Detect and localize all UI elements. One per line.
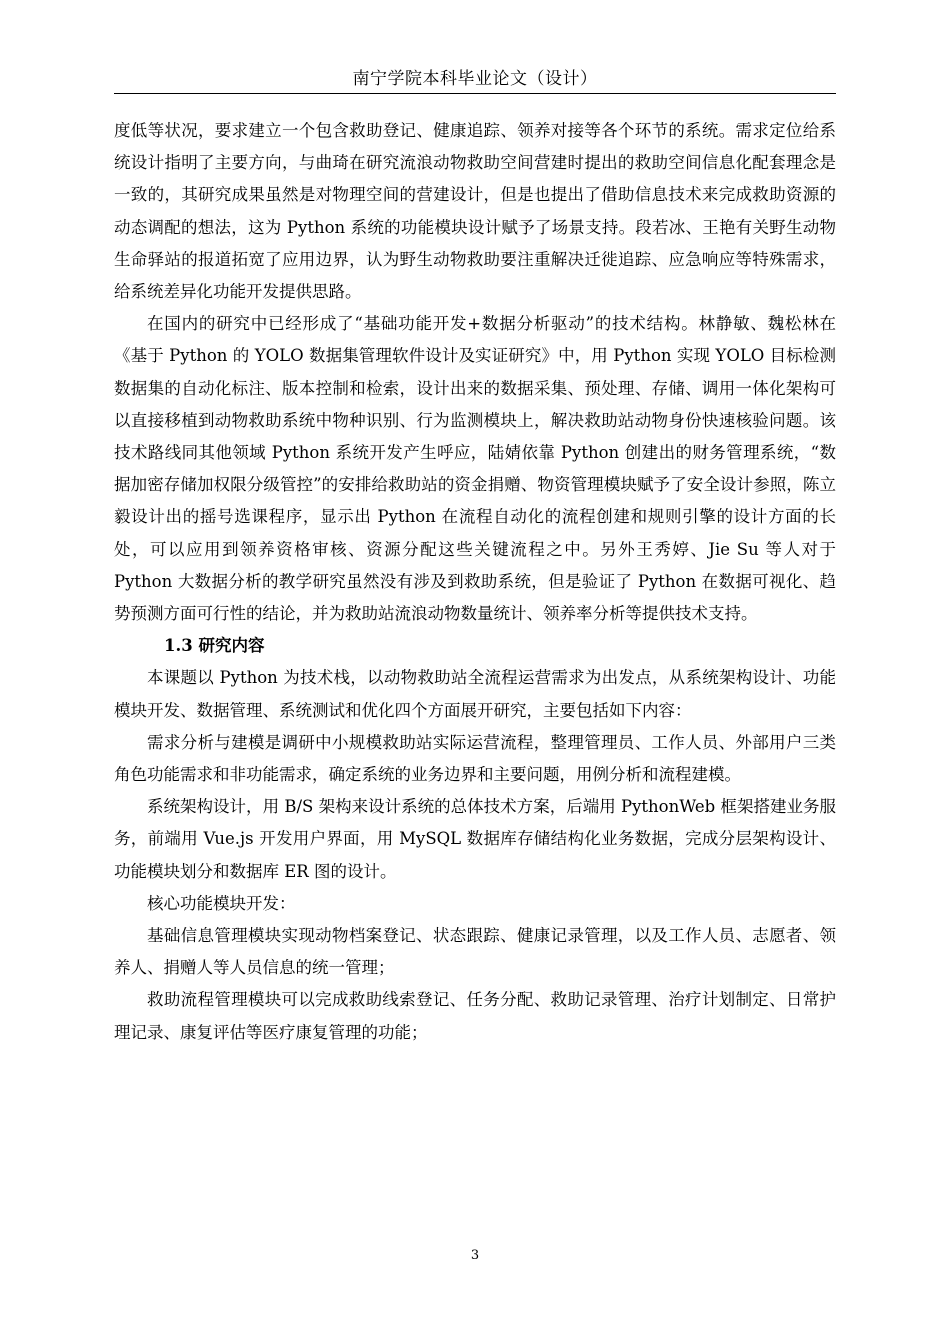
section-heading: 1.3 研究内容 (164, 636, 265, 656)
paragraph-architecture-design: 系统架构设计，用 B/S 架构来设计系统的总体技术方案，后端用 PythonWeb 框架搭建业务服务，前端用 Vue.js 开发用户界面，用 MySQL 数据库存储结构化业务数据，完成分层架构设计、功能模块划分和数据库 ER 图的设计。 (114, 797, 836, 881)
paragraph-continuation: 度低等状况，要求建立一个包含救助登记、健康追踪、领养对接等各个环节的系统。需求定位给系统设计指明了主要方向，与曲琦在研究流浪动物救助空间营建时提出的救助空间信息化配套理念是一致的，其研究成果虽然是对物理空间的营建设计，但是也提出了借助信息技术来完成救助资源的动态调配的想法，这为 Python 系统的功能模块设计赋予了场景支持。段若冰、王艳有关野生动物生命驿站的报道拓宽了应用边界，认为野生动物救助要注重解决迁徙追踪、应急响应等特殊需求，给系统差异化功能开发提供思路。 (114, 121, 836, 302)
paragraph-domestic-research: 在国内的研究中已经形成了“基础功能开发+数据分析驱动”的技术结构。林静敏、魏松林在《基于 Python 的 YOLO 数据集管理软件设计及实证研究》中，用 Python 实现 YOLO 目标检测数据集的自动化标注、版本控制和检索，设计出来的数据采集、预处理、存储、调用一体化架构可以直接移植到动物救助系统中物种识别、行为监测模块上，解决救助站动物身份快速核验问题。该技术路线同其他领域 Python 系统开发产生呼应，陆婧依靠 Python 创建出的财务管理系统，“数据加密存储加权限分级管控”的安排给救助站的资金捐赠、物资管理模块赋予了安全设计参照，陈立毅设计出的摇号选课程序，显示出 Python 在流程自动化的流程创建和规则引擎的设计方面的长处，可以应用到领养资格审核、资源分配这些关键流程之中。另外王秀婷、Jie Su 等人对于 Python 大数据分析的教学研究虽然没有涉及到救助系统，但是验证了 Python 在数据可视化、趋势预测方面可行性的结论，并为救助站流浪动物数量统计、领养率分析等提供技术支持。 (114, 314, 836, 624)
body-text (114, 115, 836, 1049)
paragraph-core-modules: 核心功能模块开发： (147, 893, 296, 913)
paragraph-research-overview: 本课题以 Python 为技术栈，以动物救助站全流程运营需求为出发点，从系统架构设计、功能模块开发、数据管理、系统测试和优化四个方面展开研究，主要包括如下内容： (114, 668, 836, 720)
header-rule (114, 93, 836, 94)
page-header: 南宁学院本科毕业论文（设计） (352, 69, 598, 89)
paragraph-rescue-flow-module: 救助流程管理模块可以完成救助线索登记、任务分配、救助记录管理、治疗计划制定、日常护理记录、康复评估等医疗康复管理的功能； (114, 990, 836, 1042)
page-number: 3 (470, 1248, 480, 1263)
paragraph-basic-info-module: 基础信息管理模块实现动物档案登记、状态跟踪、健康记录管理，以及工作人员、志愿者、领养人、捐赠人等人员信息的统一管理； (114, 926, 836, 978)
paragraph-requirements-analysis: 需求分析与建模是调研中小规模救助站实际运营流程，整理管理员、工作人员、外部用户三类角色功能需求和非功能需求，确定系统的业务边界和主要问题，用例分析和流程建模。 (114, 732, 836, 785)
